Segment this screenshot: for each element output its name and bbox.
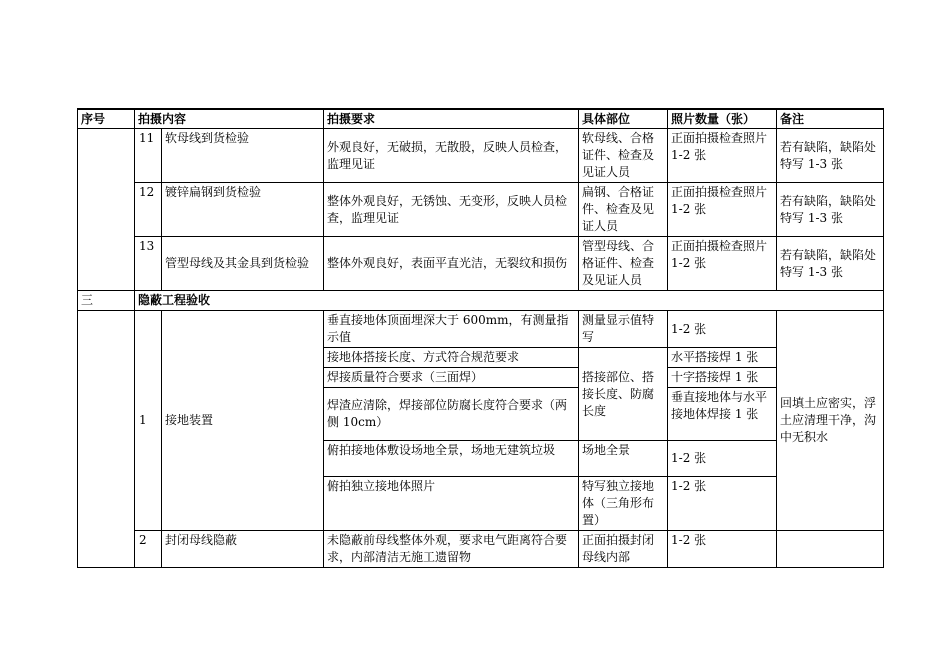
- row-index: 12: [135, 183, 162, 237]
- row-requirement: 垂直接地体顶面埋深大于 600mm，有测量指示值: [324, 311, 579, 348]
- row-index: 2: [135, 531, 162, 568]
- header-part: 具体部位: [579, 109, 668, 129]
- row-content: 管型母线及其金具到货检验: [162, 237, 324, 291]
- row-index: 13: [135, 237, 162, 291]
- row-requirement: 焊接质量符合要求（三面焊）: [324, 368, 579, 388]
- header-note: 备注: [777, 109, 884, 129]
- row-requirement: 整体外观良好，表面平直光洁，无裂纹和损伤: [324, 237, 579, 291]
- row-requirement: 外观良好，无破损，无散股，反映人员检查，监理见证: [324, 129, 579, 183]
- header-requirement: 拍摄要求: [324, 109, 579, 129]
- row-quantity: 正面拍摄检查照片 1-2 张: [668, 237, 777, 291]
- row-quantity: 正面拍摄检查照片 1-2 张: [668, 129, 777, 183]
- header-index: 序号: [78, 109, 135, 129]
- table-row: [78, 311, 884, 348]
- row-content: 接地装置: [162, 311, 324, 531]
- table-row: [78, 129, 884, 183]
- row-content: 封闭母线隐蔽: [162, 531, 324, 568]
- photo-requirements-table: [77, 108, 884, 568]
- row-part: 正面拍摄封闭母线内部: [579, 531, 668, 568]
- row-index: 11: [135, 129, 162, 183]
- row-requirement: 接地体搭接长度、方式符合规范要求: [324, 348, 579, 368]
- row-quantity: 1-2 张: [668, 477, 777, 531]
- row-part: 管型母线、合格证件、检查及见证人员: [579, 237, 668, 291]
- row-quantity: 1-2 张: [668, 531, 777, 568]
- row-part: 场地全景: [579, 441, 668, 477]
- row-note: 若有缺陷，缺陷处特写 1-3 张: [777, 237, 884, 291]
- header-content: 拍摄内容: [135, 109, 324, 129]
- row-note: 回填土应密实，浮土应清理干净，沟中无积水: [777, 311, 884, 531]
- section-title: 隐蔽工程验收: [135, 291, 884, 311]
- row-note: 若有缺陷，缺陷处特写 1-3 张: [777, 183, 884, 237]
- row-requirement: 整体外观良好，无锈蚀、无变形，反映人员检查，监理见证: [324, 183, 579, 237]
- row-content: 软母线到货检验: [162, 129, 324, 183]
- header-quantity: 照片数量（张）: [668, 109, 777, 129]
- section-row: [78, 291, 884, 311]
- section-number: 三: [78, 291, 135, 311]
- row-part: 软母线、合格证件、检查及见证人员: [579, 129, 668, 183]
- row-requirement: 未隐蔽前母线整体外观，要求电气距离符合要求，内部清洁无施工遗留物: [324, 531, 579, 568]
- table-header-row: [78, 109, 884, 129]
- section-index-cell: [78, 129, 135, 291]
- row-content: 镀锌扁钢到货检验: [162, 183, 324, 237]
- section-index-cell: [78, 311, 135, 568]
- row-note: 若有缺陷，缺陷处特写 1-3 张: [777, 129, 884, 183]
- row-quantity: 1-2 张: [668, 311, 777, 348]
- table-row: [78, 183, 884, 237]
- row-part: 搭接部位、搭接长度、防腐长度: [579, 348, 668, 441]
- table-row: [78, 531, 884, 568]
- row-quantity: 十字搭接焊 1 张: [668, 368, 777, 388]
- row-part: 特写独立接地体（三角形布置）: [579, 477, 668, 531]
- row-requirement: 焊渣应清除，焊接部位防腐长度符合要求（两侧 10cm）: [324, 388, 579, 441]
- row-note: [777, 531, 884, 568]
- row-part: 测量显示值特写: [579, 311, 668, 348]
- row-requirement: 俯拍接地体敷设场地全景，场地无建筑垃圾: [324, 441, 579, 477]
- row-quantity: 正面拍摄检查照片 1-2 张: [668, 183, 777, 237]
- row-quantity: 垂直接地体与水平接地体焊接 1 张: [668, 388, 777, 441]
- row-quantity: 1-2 张: [668, 441, 777, 477]
- row-quantity: 水平搭接焊 1 张: [668, 348, 777, 368]
- row-requirement: 俯拍独立接地体照片: [324, 477, 579, 531]
- row-index: 1: [135, 311, 162, 531]
- table-row: [78, 237, 884, 291]
- row-part: 扁钢、合格证件、检查及见证人员: [579, 183, 668, 237]
